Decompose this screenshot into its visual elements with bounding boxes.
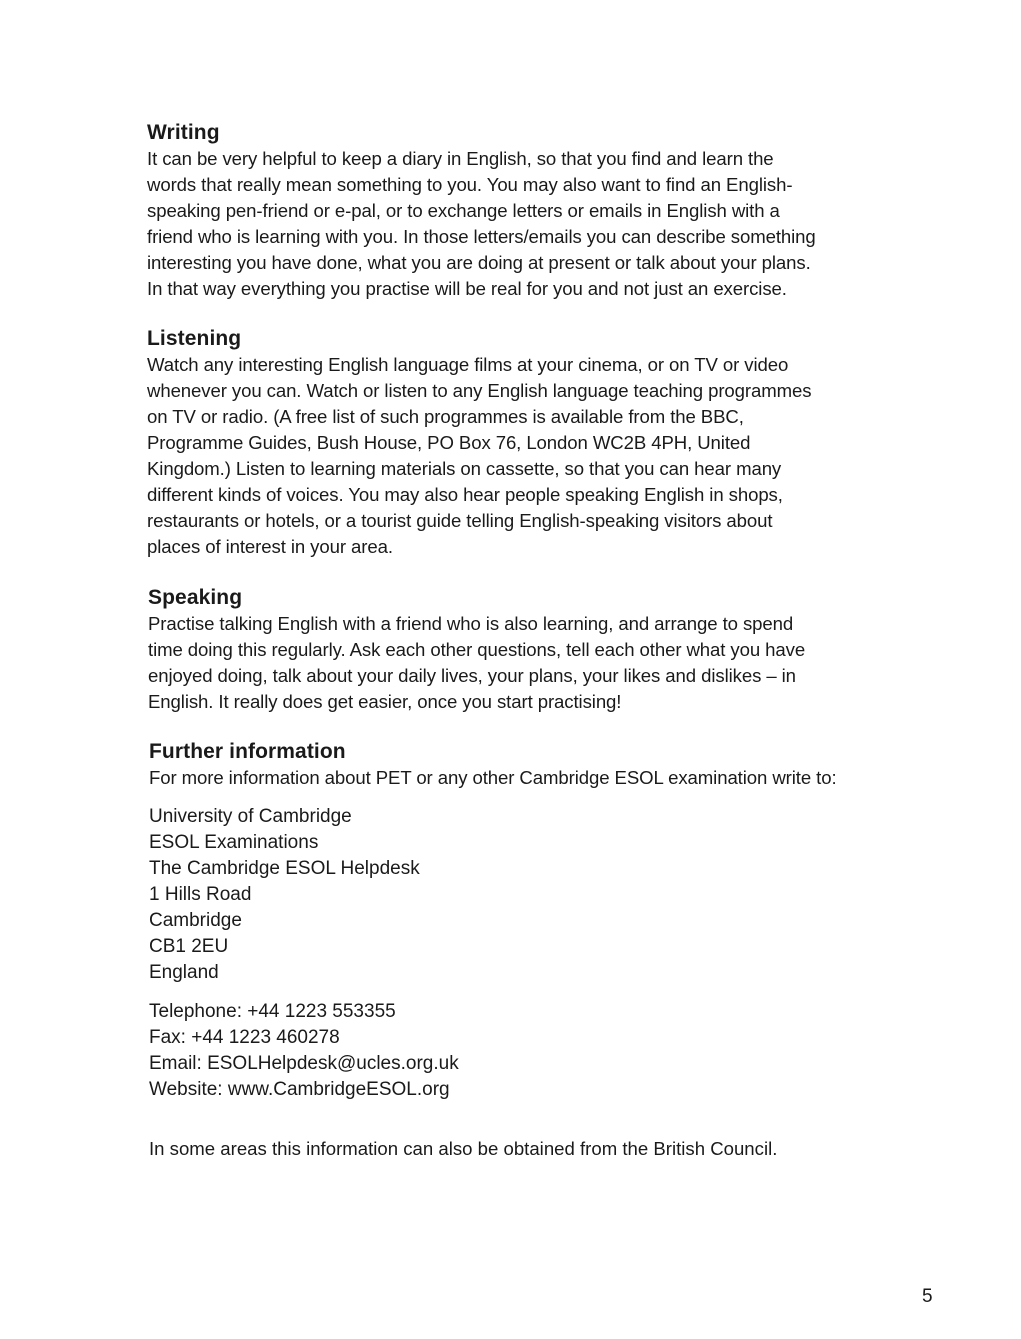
address-line: England	[149, 962, 219, 983]
section-body-listening	[147, 352, 811, 560]
address-line: The Cambridge ESOL Helpdesk	[149, 858, 420, 879]
address-line: University of Cambridge	[149, 806, 352, 827]
section-heading-further-information: Further information	[149, 740, 346, 763]
text-line: different kinds of voices. You may also hear people speaking English in shops,	[147, 484, 783, 505]
text-line: Practise talking English with a friend who is also learning, and arrange to spend	[148, 613, 794, 634]
text-line: on TV or radio. (A free list of such programmes is available from the BBC,	[147, 406, 744, 427]
british-council-note: In some areas this information can also be obtained from the British Council.	[149, 1137, 778, 1159]
section-heading-speaking: Speaking	[148, 586, 243, 609]
section-body-further-information	[149, 765, 837, 791]
section-body-writing	[147, 146, 816, 302]
text-line: Programme Guides, Bush House, PO Box 76, London WC2B 4PH, United	[147, 432, 751, 453]
text-line: words that really mean something to you. You may also want to find an English-	[147, 174, 793, 195]
text-line: whenever you can. Watch or listen to any English language teaching programmes	[147, 380, 812, 401]
section-heading-writing: Writing	[147, 121, 220, 144]
contact-details	[149, 999, 459, 1103]
text-line: It can be very helpful to keep a diary in English, so that you find and learn the	[147, 148, 774, 169]
text-line: Watch any interesting English language films at your cinema, or on TV or video	[147, 354, 789, 375]
address-line: 1 Hills Road	[149, 884, 252, 905]
address-line: Cambridge	[149, 910, 242, 931]
text-line: time doing this regularly. Ask each other questions, tell each other what you have	[148, 639, 806, 660]
text-line: restaurants or hotels, or a tourist guide telling English-speaking visitors about	[147, 510, 773, 531]
page-number: 5	[922, 1286, 933, 1307]
text-line: interesting you have done, what you are doing at present or talk about your plans.	[147, 252, 811, 273]
section-listening	[147, 326, 811, 560]
text-line: Kingdom.) Listen to learning materials on cassette, so that you can hear many	[147, 458, 782, 479]
section-heading-listening: Listening	[147, 327, 242, 350]
section-writing	[147, 120, 816, 302]
address-line: CB1 2EU	[149, 936, 229, 957]
text-line: English. It really does get easier, once you start practising!	[148, 691, 622, 712]
text-line: speaking pen-friend or e-pal, or to exchange letters or emails in English with a	[147, 200, 780, 221]
fax-line: Fax: +44 1223 460278	[149, 1027, 340, 1048]
telephone-line: Telephone: +44 1223 553355	[149, 1001, 396, 1022]
text-line: enjoyed doing, talk about your daily lives, your plans, your likes and dislikes – in	[148, 665, 796, 686]
text-line: friend who is learning with you. In those letters/emails you can describe something	[147, 226, 816, 247]
website-line: Website: www.CambridgeESOL.org	[149, 1079, 450, 1100]
section-body-speaking	[148, 611, 805, 715]
section-further-information	[149, 739, 837, 791]
text-line: For more information about PET or any other Cambridge ESOL examination write to:	[149, 767, 837, 788]
address-line: ESOL Examinations	[149, 832, 319, 853]
text-line: places of interest in your area.	[147, 536, 393, 557]
email-line: Email: ESOLHelpdesk@ucles.org.uk	[149, 1053, 459, 1074]
postal-address	[149, 804, 420, 986]
text-line: In that way everything you practise will be real for you and not just an exercise.	[147, 278, 787, 299]
section-speaking	[148, 585, 805, 715]
